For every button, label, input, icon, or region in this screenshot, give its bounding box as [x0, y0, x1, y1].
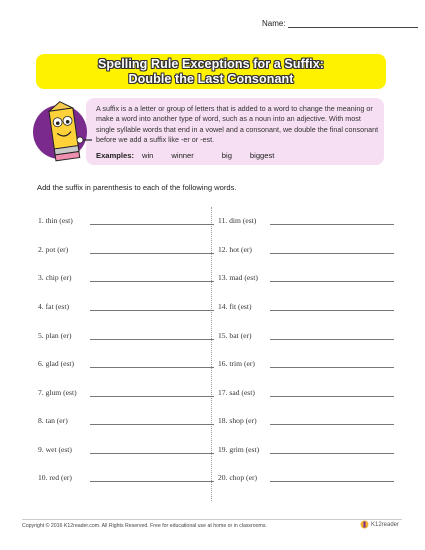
examples-row [96, 151, 292, 160]
exercise-item [38, 331, 214, 340]
suffix-definition: A suffix is a a letter or group of letters that is added to a word to change the meaning or make a word into another type of word, such as a noun into an adjective. With most single syllable words that end in a vowel and a consonant, we double the final consonant before we add a suffix like -er or -est. [96, 104, 379, 144]
exercise-item [38, 388, 214, 397]
exercise-prompt: 19. grim (est) [218, 445, 260, 454]
exercise-item [38, 216, 214, 225]
exercise-prompt: 1. thin (est) [38, 216, 73, 225]
exercise-prompt: 6. glad (est) [38, 359, 75, 368]
copyright-footer: Copyright © 2016 K12reader.com. All Rights Reserved. Free for educational use at home or in classrooms. [22, 523, 267, 529]
k12reader-logo [360, 520, 399, 529]
title-line-1: Spelling Rule Exceptions for a Suffix: [97, 57, 325, 71]
exercise-item [218, 273, 394, 282]
example-word: biggest [249, 151, 275, 160]
answer-blank[interactable] [90, 417, 214, 425]
answer-blank[interactable] [90, 360, 214, 368]
exercise-item [218, 416, 394, 425]
logo-text: K12reader [371, 521, 400, 528]
exercise-prompt: 2. pot (er) [38, 245, 69, 254]
name-blank[interactable] [288, 18, 418, 28]
answer-blank[interactable] [270, 389, 394, 397]
answer-blank[interactable] [90, 332, 214, 340]
answer-blank[interactable] [90, 217, 214, 225]
exercise-item [218, 302, 394, 311]
exercise-item [218, 388, 394, 397]
answer-blank[interactable] [270, 474, 394, 482]
answer-blank[interactable] [270, 417, 394, 425]
exercise-item [218, 331, 394, 340]
answer-blank[interactable] [270, 217, 394, 225]
examples-label: Examples: [96, 151, 134, 160]
exercise-item [38, 245, 214, 254]
name-label: Name: [262, 19, 286, 28]
exercise-item [218, 359, 394, 368]
exercise-prompt: 13. mad (est) [218, 273, 258, 282]
exercise-item [38, 473, 214, 482]
pencil-mascot-icon [30, 96, 94, 166]
exercise-item [38, 445, 214, 454]
title-line-2: Double the Last Consonant [128, 71, 294, 86]
exercise-item [218, 473, 394, 482]
name-field [262, 18, 418, 28]
answer-blank[interactable] [270, 246, 394, 254]
exercise-prompt: 11. dim (est) [218, 216, 257, 225]
exercise-prompt: 10. red (er) [38, 473, 72, 482]
instructions: Add the suffix in parenthesis to each of the following words. [37, 183, 237, 192]
example-word: winner [171, 151, 194, 160]
answer-blank[interactable] [270, 332, 394, 340]
exercise-prompt: 7. glum (est) [38, 388, 77, 397]
exercise-item [38, 359, 214, 368]
exercise-prompt: 12. hot (er) [218, 245, 252, 254]
answer-blank[interactable] [270, 303, 394, 311]
exercise-prompt: 18. shop (er) [218, 416, 257, 425]
answer-blank[interactable] [270, 446, 394, 454]
footer-divider [22, 519, 402, 520]
answer-blank[interactable] [90, 446, 214, 454]
answer-blank[interactable] [90, 274, 214, 282]
exercise-prompt: 3. chip (er) [38, 273, 72, 282]
exercise-item [218, 245, 394, 254]
exercise-prompt: 9. wet (est) [38, 445, 72, 454]
exercise-prompt: 16. trim (er) [218, 359, 255, 368]
exercise-item [218, 445, 394, 454]
exercise-item [38, 302, 214, 311]
answer-blank[interactable] [270, 274, 394, 282]
logo-icon [360, 520, 369, 529]
exercise-prompt: 15. bat (er) [218, 331, 252, 340]
exercise-prompt: 14. fit (est) [218, 302, 252, 311]
exercise-prompt: 5. plan (er) [38, 331, 72, 340]
exercise-prompt: 17. sad (est) [218, 388, 255, 397]
example-word: big [221, 151, 232, 160]
worksheet-title [36, 57, 386, 86]
answer-blank[interactable] [90, 389, 214, 397]
exercise-prompt: 20. chop (er) [218, 473, 258, 482]
example-word: win [142, 151, 154, 160]
exercise-prompt: 4. fat (est) [38, 302, 69, 311]
answer-blank[interactable] [90, 303, 214, 311]
exercise-item [218, 216, 394, 225]
exercise-prompt: 8. tan (er) [38, 416, 68, 425]
answer-blank[interactable] [90, 246, 214, 254]
exercise-item [38, 273, 214, 282]
answer-blank[interactable] [90, 474, 214, 482]
answer-blank[interactable] [270, 360, 394, 368]
exercise-item [38, 416, 214, 425]
